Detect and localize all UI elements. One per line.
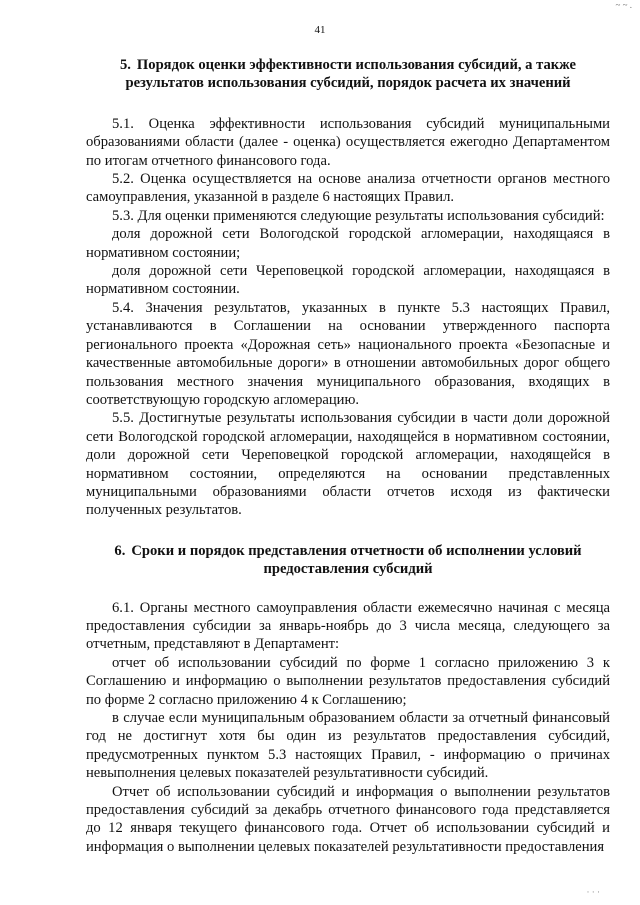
page-number: 41 — [314, 24, 326, 36]
section-5-number: 5. — [119, 57, 131, 73]
paragraph-december-report: Отчет об использовании субсидий и информация о выполнении результатов предоставления субсидий за декабрь отчетного финансового года представляется до 12 января текущего финансового года. Отчет об использовании субсидий и информация о выполнении целевых показателей результативности предоставления — [86, 783, 610, 855]
section-6-title-line-2: предоставления субсидий — [263, 561, 433, 578]
section-5-title-line-2: результатов использования субсидий, порядок расчета их значений — [125, 75, 571, 92]
paragraph-failure-info: в случае если муниципальным образованием области за отчетный финансовый год не достигнут хотя бы один из результатов предоставления субсидий, предусмотренных пунктом 5.3 настоящих Правил, - информацию о причинах невыполнения целевых показателей результативности субсидий. — [86, 710, 610, 782]
section-6-title-text: Сроки и порядок представления отчетности об исполнении условий — [131, 542, 582, 559]
paragraph-result-cherepovets: доля дорожной сети Череповецкой городской агломерации, находящаяся в нормативном состоянии. — [86, 263, 610, 298]
section-6-number: 6. — [114, 542, 126, 559]
section-6-heading — [86, 542, 610, 579]
paragraph-report-form: отчет об использовании субсидий по форме 1 согласно приложению 3 к Соглашению и информацию о выполнении результатов предоставления субсидий по форме 2 согласно приложению 4 к Соглашению; — [86, 654, 610, 708]
section-6-title-line-1 — [86, 542, 610, 560]
foot-mark: · · · — [586, 887, 600, 897]
paragraph-5-3: 5.3. Для оценки применяются следующие результаты использования субсидий: — [112, 207, 605, 224]
section-5-title-line-1 — [86, 56, 610, 74]
paragraph-result-vologda: доля дорожной сети Вологодской городской агломерации, находящаяся в нормативном состоянии; — [86, 226, 610, 261]
paragraph-5-4: 5.4. Значения результатов, указанных в пункте 5.3 настоящих Правил, устанавливаются в Соглашении на основании утвержденного паспорта регионального проекта «Дорожная сеть» национального проекта «Безопасные и качественные автомобильные дороги» в отношении автомобильных дорог общего пользования местного значения муниципального образования, входящих в соответствующую городскую агломерацию. — [86, 299, 610, 408]
corner-mark: ~ ~ . — [615, 0, 632, 10]
document-body — [86, 56, 610, 856]
section-5-heading — [86, 56, 610, 93]
section-5-title-text: Порядок оценки эффективности использования субсидий, а также — [136, 57, 577, 73]
paragraph-5-5: 5.5. Достигнутые результаты использования субсидии в части доли дорожной сети Вологодской городской агломерации, находящейся в нормативном состоянии, доли дорожной сети Череповецкой городской агломерации, находящейся в нормативном состоянии, определяются на основании представленных муниципальными образованиями области отчетов исходя из фактически полученных результатов. — [86, 410, 610, 519]
paragraph-5-1: 5.1. Оценка эффективности использования субсидий муниципальными образованиями области (далее - оценка) осуществляется ежегодно Департаментом по итогам отчетного финансового года. — [86, 115, 610, 169]
paragraph-6-1: 6.1. Органы местного самоуправления области ежемесячно начиная с месяца предоставления субсидии за январь-ноябрь до 3 числа месяца, следующего за отчетным, представляют в Департамент: — [86, 599, 610, 653]
paragraph-5-2: 5.2. Оценка осуществляется на основе анализа отчетности органов местного самоуправления, указанной в разделе 6 настоящих Правил. — [86, 171, 610, 206]
